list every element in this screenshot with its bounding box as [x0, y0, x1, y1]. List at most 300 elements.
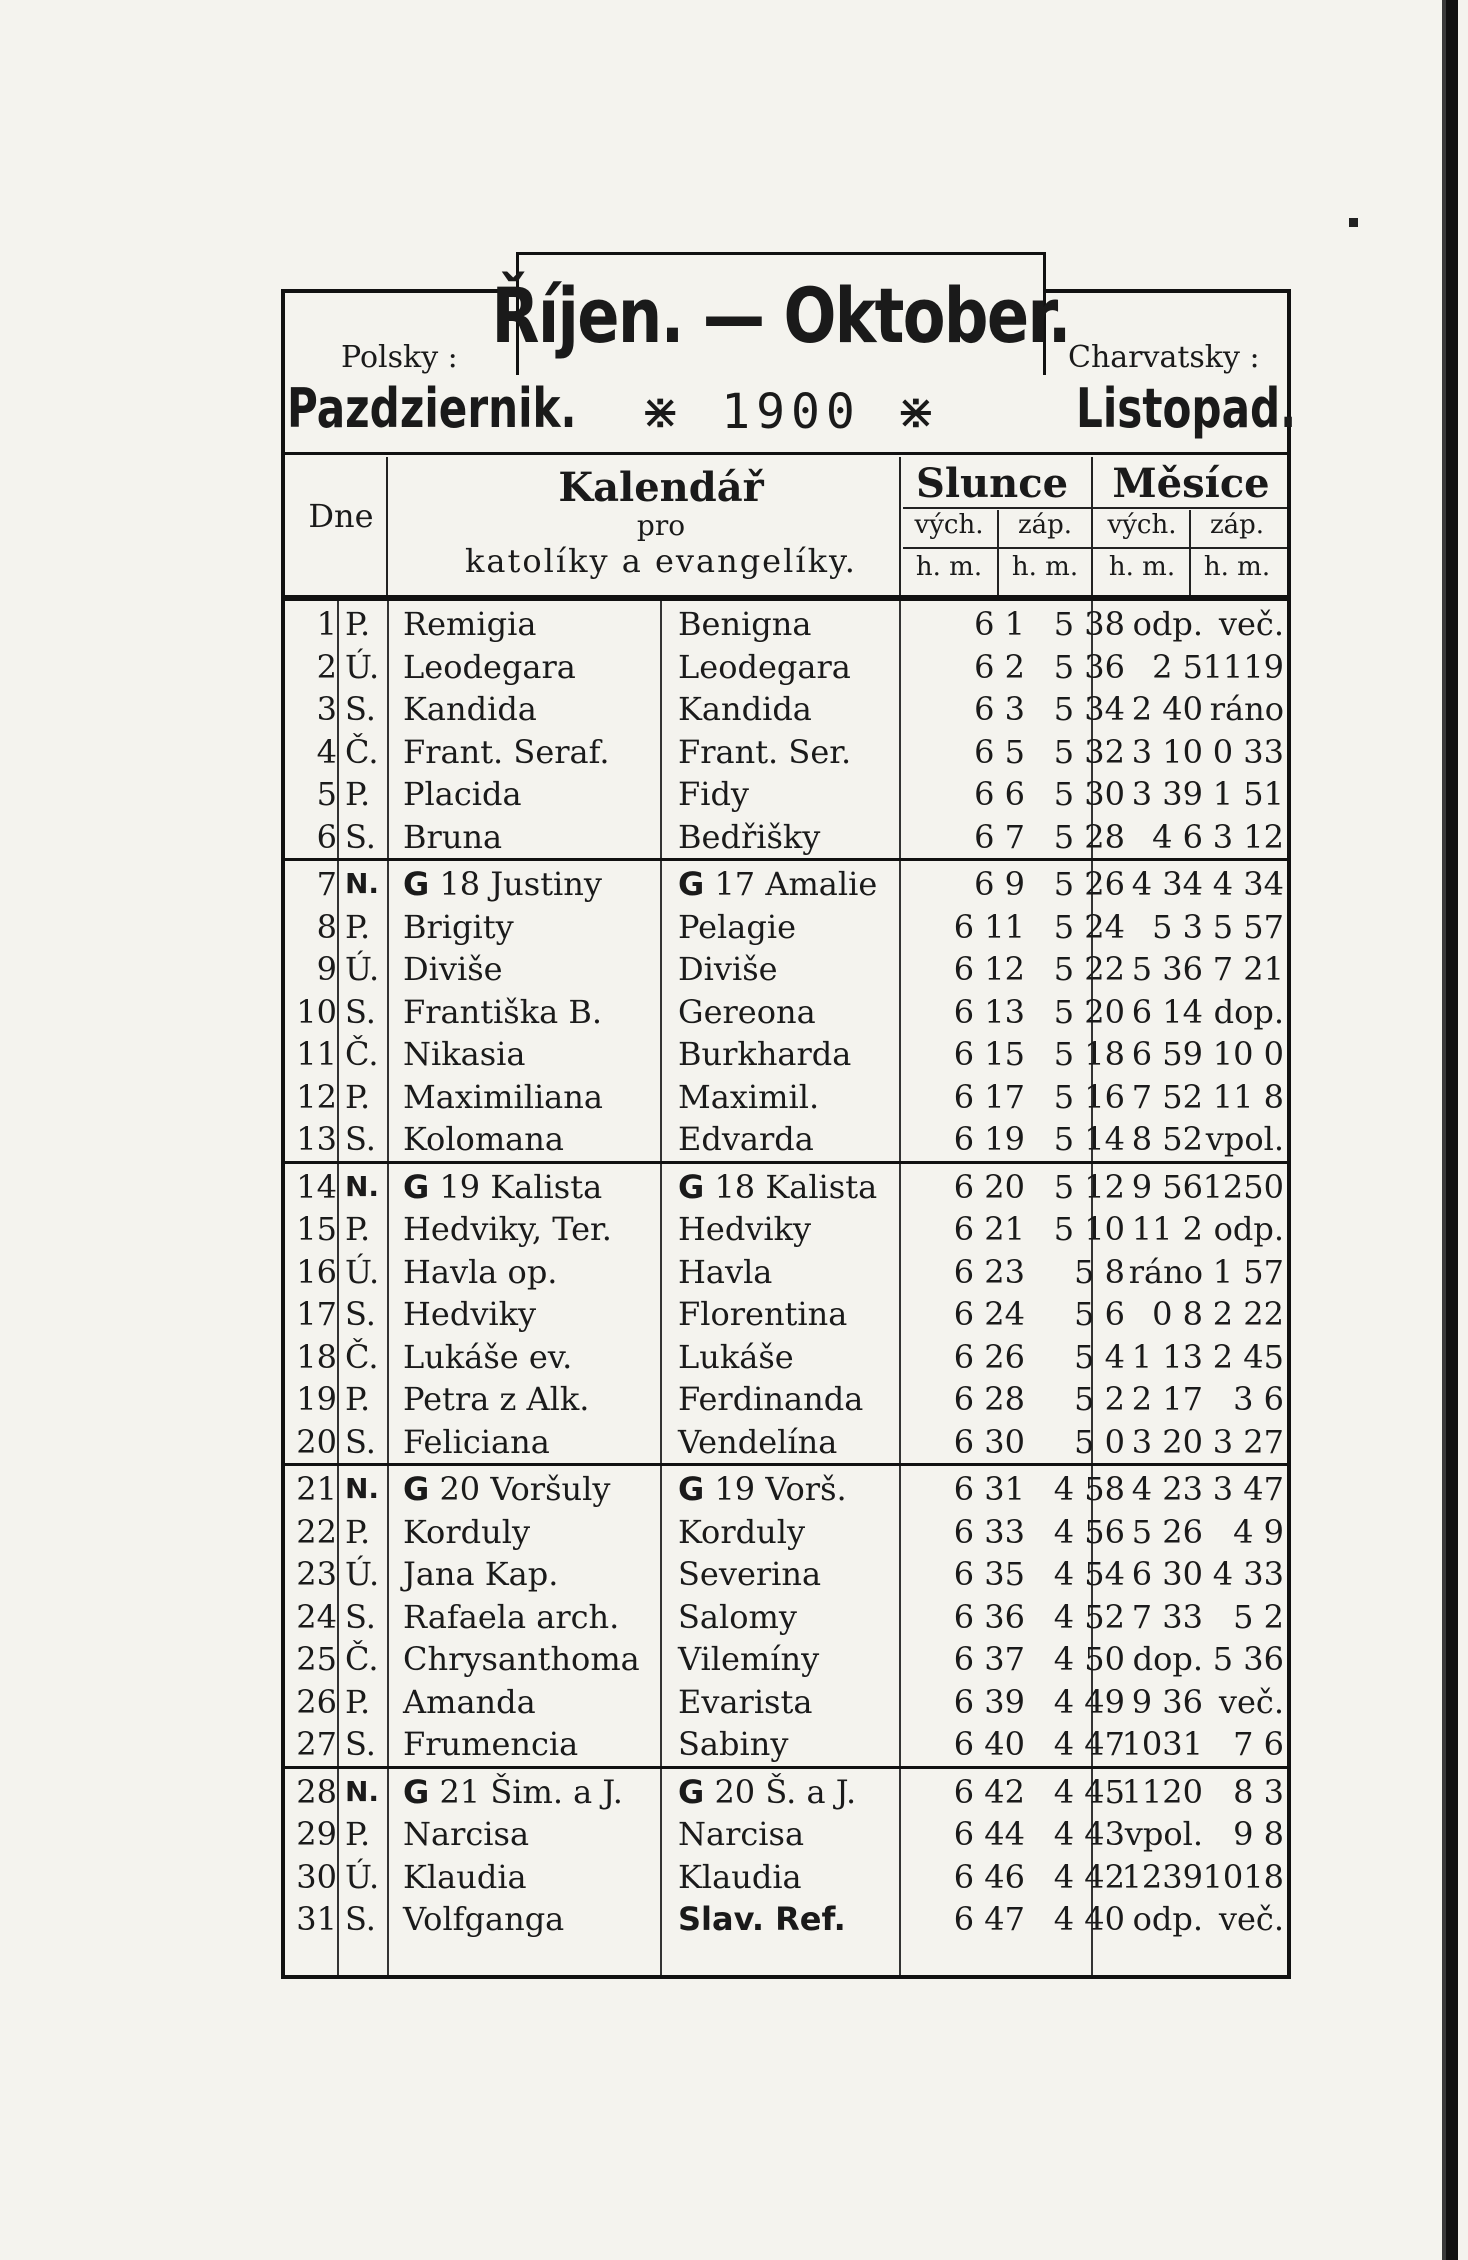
weekday: Ú. [345, 1252, 380, 1291]
sunrise: 6 26 [953, 1337, 1025, 1376]
header-pro: pro [636, 509, 686, 542]
evangelic-saint: Ferdinanda [678, 1380, 864, 1418]
moonrise: 8 52 [1131, 1120, 1203, 1158]
weekday: P. [345, 605, 371, 643]
sunset: 5 28 [1053, 817, 1125, 856]
evangelic-saint: Maximil. [678, 1077, 820, 1116]
sunset: 5 26 [1053, 865, 1125, 903]
weekday: P. [345, 775, 371, 813]
sunset: 5 34 [1053, 690, 1125, 728]
sunrise: 6 24 [953, 1295, 1025, 1333]
sunrise: 6 44 [953, 1815, 1025, 1853]
table-row [285, 816, 1287, 859]
book-spine [1446, 0, 1458, 2260]
evangelic-saint: Korduly [678, 1512, 806, 1551]
day-number: 4 [316, 732, 337, 771]
evangelic-saint: Diviše [678, 950, 778, 988]
table-row [285, 991, 1287, 1034]
catholic-saint: Havla op. [403, 1252, 558, 1291]
moonrise: 11 2 [1131, 1210, 1203, 1248]
sunrise: 6 31 [953, 1470, 1025, 1508]
sunrise: 6 6 [974, 775, 1025, 813]
weekday: Ú. [345, 1555, 380, 1593]
weekday: Č. [345, 1337, 379, 1376]
day-number: 7 [316, 865, 337, 903]
day-number: 18 [296, 1337, 337, 1376]
day-number: 21 [296, 1470, 337, 1508]
catholic-saint: Hedviky [403, 1295, 537, 1333]
weekday: Č. [345, 732, 379, 771]
moonrise: 6 14 [1131, 992, 1203, 1031]
moonrise: 6 59 [1131, 1035, 1203, 1073]
moonset: 8 3 [1233, 1772, 1284, 1811]
sunrise: 6 12 [953, 950, 1025, 988]
week-block [285, 1766, 1287, 1941]
moonrise: 7 33 [1131, 1597, 1203, 1636]
moonrise: 2 40 [1131, 690, 1203, 728]
weekday: S. [345, 1295, 376, 1333]
evangelic-saint: Evarista [678, 1682, 813, 1721]
sunrise: 6 1 [974, 605, 1025, 643]
croatian-month-name: Listopad. [1076, 377, 1297, 440]
weekday: P. [345, 1815, 371, 1853]
moonset: več. [1218, 1682, 1284, 1721]
day-number: 22 [296, 1512, 337, 1551]
table-row [285, 1378, 1287, 1421]
weekday: Ú. [345, 647, 380, 686]
header-slunce: Slunce [915, 460, 1069, 507]
sunset: 5 14 [1053, 1120, 1125, 1158]
week-block [285, 598, 1287, 858]
header-kalendar: Kalendář [558, 464, 764, 511]
sunrise: 6 30 [953, 1422, 1025, 1461]
week-block [285, 1161, 1287, 1464]
moonset: 5 2 [1233, 1597, 1284, 1636]
header-divider-3 [1091, 457, 1093, 597]
catholic-saint: Klaudia [403, 1857, 527, 1896]
week-block [285, 1463, 1287, 1766]
weekday: P. [345, 907, 371, 946]
table-row [285, 773, 1287, 816]
moonrise: odp. [1132, 1900, 1203, 1938]
sunset: 5 30 [1053, 775, 1125, 813]
frame-border-bottom [281, 1975, 1291, 1979]
table-row [285, 1251, 1287, 1294]
table-row [285, 1076, 1287, 1119]
sunrise: 6 36 [953, 1597, 1025, 1636]
header-divider-2 [899, 457, 901, 597]
table-row [285, 1771, 1287, 1814]
evangelic-saint: Havla [678, 1252, 773, 1291]
sunrise: 6 7 [974, 817, 1025, 856]
weekday: S. [345, 1120, 376, 1158]
header-sun-zap-units: h. m. [1011, 552, 1079, 582]
sunset: 5 12 [1053, 1167, 1125, 1206]
catholic-saint: G 21 Šim. a J. [403, 1772, 623, 1811]
moonrise: 2 5 [1152, 647, 1203, 686]
title-box [491, 252, 1071, 375]
weekday: Č. [345, 1035, 379, 1073]
table-row [285, 906, 1287, 949]
table-row [285, 603, 1287, 646]
moonrise: 0 8 [1152, 1295, 1203, 1333]
evangelic-saint: Frant. Ser. [678, 732, 852, 771]
catholic-saint: Narcisa [403, 1815, 530, 1853]
calendar-frame [281, 252, 1297, 1980]
weekday: S. [345, 817, 376, 856]
moonset: 10 0 [1212, 1035, 1284, 1073]
evangelic-saint: G 18 Kalista [678, 1167, 878, 1206]
table-row [285, 1166, 1287, 1209]
table-row [285, 1421, 1287, 1464]
week-block [285, 858, 1287, 1161]
moonset: 1018 [1202, 1857, 1284, 1896]
sunset: 4 58 [1053, 1470, 1125, 1508]
table-row [285, 1208, 1287, 1251]
moonrise: 4 6 [1152, 817, 1203, 856]
moonset: 3 12 [1212, 817, 1284, 856]
day-number: 17 [296, 1295, 337, 1333]
table-row [285, 1856, 1287, 1899]
moonset: več. [1218, 1900, 1284, 1938]
moonset: 4 9 [1233, 1512, 1284, 1551]
sunrise: 6 46 [953, 1857, 1025, 1896]
evangelic-saint: Benigna [678, 605, 812, 643]
table-row [285, 948, 1287, 991]
day-number: 15 [296, 1210, 337, 1248]
weekday: S. [345, 1900, 376, 1938]
table-row [285, 1293, 1287, 1336]
table-row [285, 1638, 1287, 1681]
sunrise: 6 15 [953, 1035, 1025, 1073]
table-row [285, 1511, 1287, 1554]
top-rule-right [1036, 289, 1291, 293]
moonset: 5 36 [1212, 1640, 1284, 1678]
day-number: 16 [296, 1252, 337, 1291]
moonset: 9 8 [1233, 1815, 1284, 1853]
sunset: 5 22 [1053, 950, 1125, 988]
catholic-saint: Korduly [403, 1512, 531, 1551]
day-number: 27 [296, 1725, 337, 1763]
sunset: 4 45 [1053, 1772, 1125, 1811]
header-divider-1 [386, 457, 388, 597]
croatian-label: Charvatsky : [1068, 340, 1260, 375]
header-katoliky: katolíky a evangelíky. [465, 542, 857, 580]
sunrise: 6 19 [953, 1120, 1025, 1158]
day-number: 1 [316, 605, 337, 643]
catholic-saint: Františka B. [403, 992, 603, 1031]
catholic-saint: Lukáše ev. [403, 1337, 573, 1376]
sunrise: 6 39 [953, 1682, 1025, 1721]
header-sun-vych-units: h. m. [915, 552, 983, 582]
catholic-saint: G 18 Justiny [403, 865, 602, 903]
catholic-saint: Bruna [403, 817, 503, 856]
catholic-saint: Frant. Seraf. [403, 732, 610, 771]
sunrise: 6 9 [974, 865, 1025, 903]
evangelic-saint: Hedviky [678, 1210, 812, 1248]
moonrise: 5 3 [1152, 907, 1203, 946]
sunset: 4 49 [1053, 1682, 1125, 1721]
sunrise: 6 20 [953, 1167, 1025, 1206]
catholic-saint: Maximiliana [403, 1077, 603, 1116]
catholic-saint: Kolomana [403, 1120, 564, 1158]
moonrise: dop. [1132, 1640, 1203, 1678]
day-number: 19 [296, 1380, 337, 1418]
sunrise: 6 17 [953, 1077, 1025, 1116]
moonset: 1 51 [1212, 775, 1284, 813]
table-row [285, 688, 1287, 731]
moonrise: odp. [1132, 605, 1203, 643]
moonset: 1119 [1202, 647, 1284, 686]
table-row [285, 1596, 1287, 1639]
table-row [285, 646, 1287, 689]
weekday: P. [345, 1380, 371, 1418]
weekday: Ú. [345, 950, 380, 988]
header-moon-zap-units: h. m. [1203, 552, 1271, 582]
moonset: 7 21 [1212, 950, 1284, 988]
moonset: odp. [1213, 1210, 1284, 1248]
moonset: 1 57 [1212, 1252, 1284, 1291]
polish-label: Polsky : [341, 340, 458, 375]
moonrise: vpol. [1124, 1815, 1203, 1853]
table-row [285, 1336, 1287, 1379]
day-number: 23 [296, 1555, 337, 1593]
weekday: P. [345, 1077, 371, 1116]
weekday: N. [345, 1472, 380, 1505]
moonset: 5 57 [1212, 907, 1284, 946]
sunrise: 6 11 [953, 907, 1025, 946]
weekday: N. [345, 867, 380, 900]
sunrise: 6 47 [953, 1900, 1025, 1938]
moonset: 2 22 [1212, 1295, 1284, 1333]
day-number: 11 [296, 1035, 337, 1073]
moonset: 0 33 [1212, 732, 1284, 771]
header-moon-vych: vých. [1107, 510, 1177, 540]
sunset: 5 10 [1053, 1210, 1125, 1248]
frame-border-right [1287, 289, 1291, 1979]
sunset: 4 40 [1053, 1900, 1125, 1938]
moonset: 3 47 [1212, 1470, 1284, 1508]
evangelic-saint: Vilemíny [678, 1640, 820, 1678]
day-number: 31 [296, 1900, 337, 1938]
table-row [285, 1681, 1287, 1724]
evangelic-saint: Salomy [678, 1597, 797, 1636]
table-row [285, 1033, 1287, 1076]
sunrise: 6 42 [953, 1772, 1025, 1811]
moonrise: 3 39 [1131, 775, 1203, 813]
evangelic-saint: Pelagie [678, 907, 796, 946]
day-number: 10 [296, 992, 337, 1031]
moonrise: 3 10 [1131, 732, 1203, 771]
sunrise: 6 40 [953, 1725, 1025, 1763]
table-row [285, 863, 1287, 906]
header-sun-zap: záp. [1017, 510, 1073, 540]
catholic-saint: Leodegara [403, 647, 576, 686]
sunset: 5 8 [1074, 1252, 1125, 1291]
polish-month-name: Pazdziernik. [287, 377, 577, 440]
moonrise: 5 26 [1131, 1512, 1203, 1551]
day-number: 2 [316, 647, 337, 686]
catholic-saint: Diviše [403, 950, 503, 988]
calendar-table [285, 598, 1287, 1941]
moonrise: 4 23 [1131, 1470, 1203, 1508]
weekday: P. [345, 1512, 371, 1551]
moonrise: 1239 [1121, 1857, 1203, 1896]
sunset: 5 32 [1053, 732, 1125, 771]
weekday: P. [345, 1682, 371, 1721]
sunset: 5 36 [1053, 647, 1125, 686]
table-row [285, 731, 1287, 774]
catholic-saint: Remigia [403, 605, 537, 643]
evangelic-saint: Gereona [678, 992, 816, 1031]
weekday: S. [345, 1725, 376, 1763]
evangelic-saint: Bedřišky [678, 817, 821, 856]
weekday: S. [345, 992, 376, 1031]
sunset: 5 4 [1074, 1337, 1125, 1376]
moonset: vpol. [1205, 1120, 1284, 1158]
header-moon-vych-units: h. m. [1108, 552, 1176, 582]
catholic-saint: Jana Kap. [403, 1555, 559, 1593]
moonrise: 2 17 [1131, 1380, 1203, 1418]
header-top-rule [285, 452, 1287, 455]
evangelic-saint: Edvarda [678, 1120, 814, 1158]
catholic-saint: Kandida [403, 690, 537, 728]
year-ornament: ⋇ 1900 ⋇ [640, 384, 942, 440]
sunset: 5 16 [1053, 1077, 1125, 1116]
sunset: 5 18 [1053, 1035, 1125, 1073]
moonset: več. [1218, 605, 1284, 643]
catholic-saint: Feliciana [403, 1422, 550, 1461]
moonset: 11 8 [1212, 1077, 1284, 1116]
catholic-saint: G 20 Voršuly [403, 1470, 611, 1508]
weekday: S. [345, 690, 376, 728]
evangelic-saint: G 20 Š. a J. [678, 1772, 857, 1811]
moonrise: 3 20 [1131, 1422, 1203, 1461]
table-row [285, 1723, 1287, 1766]
day-number: 3 [316, 690, 337, 728]
evangelic-saint: Severina [678, 1555, 822, 1593]
evangelic-saint: Florentina [678, 1295, 848, 1333]
catholic-saint: Amanda [403, 1682, 536, 1721]
evangelic-saint: Klaudia [678, 1857, 802, 1896]
moonset: 3 6 [1233, 1380, 1284, 1418]
sunrise: 6 21 [953, 1210, 1025, 1248]
moonrise: ráno [1128, 1252, 1203, 1291]
catholic-saint: Chrysanthoma [403, 1640, 640, 1678]
day-number: 25 [296, 1640, 337, 1678]
sunset: 5 20 [1053, 992, 1125, 1031]
weekday: N. [345, 1169, 380, 1203]
table-row [285, 1813, 1287, 1856]
sunrise: 6 33 [953, 1512, 1025, 1551]
header-mesice: Měsíce [1112, 460, 1270, 507]
sunset: 4 52 [1053, 1597, 1125, 1636]
catholic-saint: Placida [403, 775, 522, 813]
sunset: 4 42 [1053, 1857, 1125, 1896]
day-number: 20 [296, 1422, 337, 1461]
day-number: 6 [316, 817, 337, 856]
sunset: 5 2 [1074, 1380, 1125, 1418]
evangelic-saint: Slav. Ref. [678, 1900, 846, 1938]
moonrise: 5 36 [1131, 950, 1203, 988]
moonset: 4 33 [1212, 1555, 1284, 1593]
table-row [285, 1468, 1287, 1511]
top-rule-left [281, 289, 521, 293]
day-number: 9 [316, 950, 337, 988]
evangelic-saint: Kandida [678, 690, 812, 728]
header-sun-vych: vých. [914, 510, 984, 540]
day-number: 5 [316, 775, 337, 813]
sunrise: 6 23 [953, 1252, 1025, 1291]
moonrise: 9 56 [1131, 1167, 1203, 1206]
weekday: P. [345, 1210, 371, 1248]
page-title: Říjen. — Oktober. [491, 270, 1071, 360]
evangelic-saint: Vendelína [678, 1422, 838, 1461]
moonset: 1250 [1202, 1167, 1284, 1206]
day-number: 13 [296, 1120, 337, 1158]
weekday: N. [345, 1774, 380, 1808]
sunset: 4 43 [1053, 1815, 1125, 1853]
sunrise: 6 37 [953, 1640, 1025, 1678]
sunset: 4 56 [1053, 1512, 1125, 1551]
catholic-saint: Frumencia [403, 1725, 579, 1763]
moonset: 4 34 [1212, 865, 1284, 903]
moonset: 2 45 [1212, 1337, 1284, 1376]
moonrise: 4 34 [1131, 865, 1203, 903]
moonset: ráno [1209, 690, 1284, 728]
catholic-saint: Brigity [403, 907, 514, 946]
day-number: 30 [296, 1857, 337, 1896]
catholic-saint: Rafaela arch. [403, 1597, 620, 1636]
moonset: 3 27 [1212, 1422, 1284, 1461]
day-number: 29 [296, 1815, 337, 1853]
sunrise: 6 2 [974, 647, 1025, 686]
sunset: 4 54 [1053, 1555, 1125, 1593]
evangelic-saint: G 19 Vorš. [678, 1470, 847, 1508]
table-row [285, 1553, 1287, 1596]
sunrise: 6 13 [953, 992, 1025, 1031]
day-number: 8 [316, 907, 337, 946]
book-spine-edge [1442, 0, 1446, 2260]
weekday: S. [345, 1597, 376, 1636]
sunrise: 6 5 [974, 732, 1025, 771]
moonrise: 7 52 [1131, 1077, 1203, 1116]
moonrise: 1 13 [1131, 1337, 1203, 1376]
day-number: 24 [296, 1597, 337, 1636]
moonrise: 6 30 [1131, 1555, 1203, 1593]
evangelic-saint: G 17 Amalie [678, 865, 878, 903]
sunset: 5 6 [1074, 1295, 1125, 1333]
sunset: 4 47 [1053, 1725, 1125, 1763]
evangelic-saint: Leodegara [678, 647, 851, 686]
catholic-saint: Nikasia [403, 1035, 526, 1073]
weekday: Ú. [345, 1857, 380, 1896]
moonset: 7 6 [1233, 1725, 1284, 1763]
sunrise: 6 28 [953, 1380, 1025, 1418]
moonrise: 1120 [1121, 1772, 1203, 1811]
catholic-saint: Hedviky, Ter. [403, 1210, 612, 1248]
day-number: 12 [296, 1077, 337, 1116]
header-dne: Dne [308, 497, 374, 535]
weekday: Č. [345, 1640, 379, 1678]
sunset: 4 50 [1053, 1640, 1125, 1678]
ink-speck [1349, 218, 1358, 227]
table-row [285, 1898, 1287, 1941]
catholic-saint: G 19 Kalista [403, 1167, 603, 1206]
sunset: 5 0 [1074, 1422, 1125, 1461]
catholic-saint: Volfganga [403, 1900, 565, 1938]
evangelic-saint: Narcisa [678, 1815, 805, 1853]
